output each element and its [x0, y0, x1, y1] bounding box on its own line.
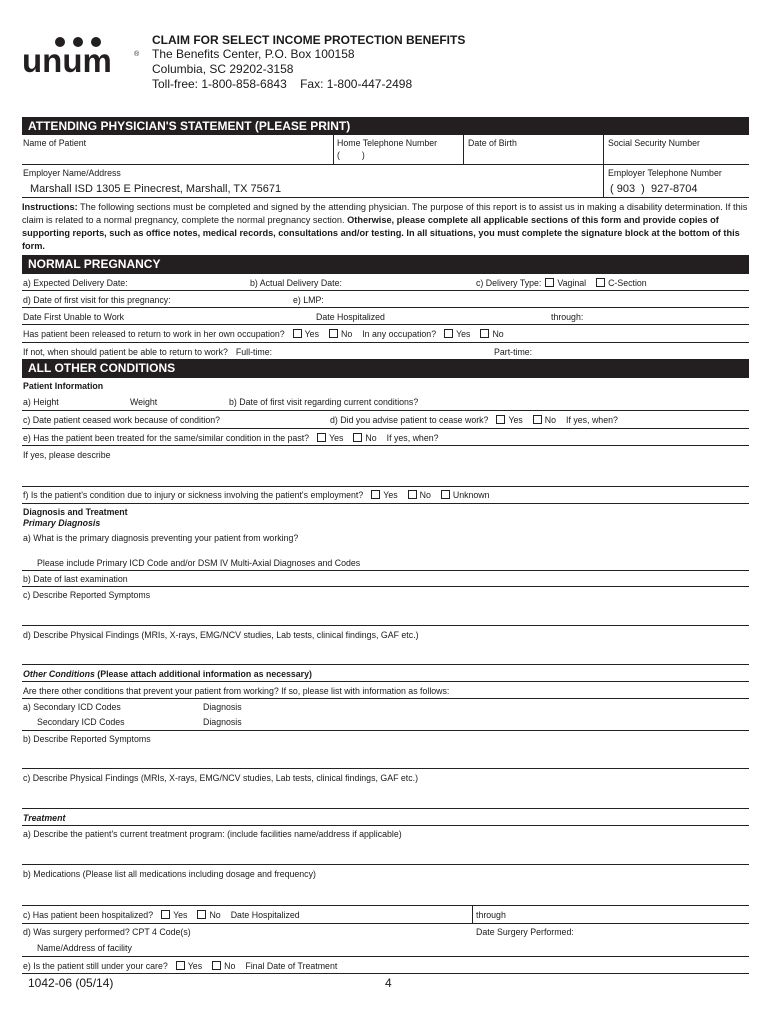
home-phone-label: Home Telephone Number [337, 138, 438, 148]
secondary-icd-label-a: a) Secondary ICD Codes [23, 702, 121, 712]
injury-yes-checkbox[interactable] [371, 490, 380, 499]
under-care-no-checkbox[interactable] [212, 961, 221, 970]
surgery-label: d) Was surgery performed? CPT 4 Code(s) [23, 927, 191, 937]
name-of-patient-label: Name of Patient [23, 138, 87, 148]
facility-label: Name/Address of facility [37, 943, 132, 953]
normal-pregnancy-header: NORMAL PREGNANCY [22, 255, 749, 274]
under-care-row: e) Is the patient still under your care? Yes No Final Date of Treatment [23, 961, 338, 971]
other-conditions-question: Are there other conditions that prevent your patient from working? If so, please list with information as follows: [23, 686, 450, 696]
ceased-work-label: c) Date patient ceased work because of condition? [23, 415, 221, 425]
diagnosis-treatment-heading: Diagnosis and Treatment [23, 507, 128, 517]
instructions-bold-text: Otherwise, please complete all applicable sections of this form and provide copies of supporting reports, such as office notes, medical records, consultations and/or testing. In all situations, you must complete the signature block at the bottom of this form. [22, 215, 740, 251]
secondary-diagnosis-label-1: Diagnosis [203, 702, 242, 712]
injury-no-checkbox[interactable] [408, 490, 417, 499]
form-title: CLAIM FOR SELECT INCOME PROTECTION BENEFITS [152, 33, 466, 47]
any-occ-no-checkbox[interactable] [480, 329, 489, 338]
physical-findings-label: d) Describe Physical Findings (MRIs, X-rays, EMG/NCV studies, Lab tests, clinical findings, GAF etc.) [23, 630, 419, 640]
first-unable-label: Date First Unable to Work [23, 312, 125, 322]
employer-phone-label: Employer Telephone Number [608, 168, 722, 178]
first-visit-current-label: b) Date of first visit regarding current conditions? [229, 397, 419, 407]
instructions-block [22, 201, 750, 253]
secondary-diagnosis-label-2: Diagnosis [203, 717, 242, 727]
through-label: through: [551, 312, 584, 322]
released-yes-checkbox[interactable] [293, 329, 302, 338]
unum-logo [20, 36, 142, 76]
other-conditions-heading: Other Conditions (Please attach additional information as necessary) [23, 669, 312, 679]
medications-label: b) Medications (Please list all medications including dosage and frequency) [23, 869, 316, 879]
secondary-symptoms-label: b) Describe Reported Symptoms [23, 734, 151, 744]
height-label: a) Height [23, 397, 59, 407]
weight-label: Weight [130, 397, 158, 407]
all-other-conditions-header: ALL OTHER CONDITIONS [22, 359, 749, 378]
phone-fax-line: Toll-free: 1-800-858-6843 Fax: 1-800-447-2498 [152, 77, 413, 91]
treated-no-checkbox[interactable] [353, 433, 362, 442]
any-occ-yes-checkbox[interactable] [444, 329, 453, 338]
secondary-icd-label-2: Secondary ICD Codes [37, 717, 125, 727]
expected-delivery-label: a) Expected Delivery Date: [23, 278, 128, 288]
treatment-heading: Treatment [23, 813, 66, 823]
injury-unknown-checkbox[interactable] [441, 490, 450, 499]
employer-name-address-field[interactable]: Marshall ISD 1305 E Pinecrest, Marshall, TX 75671 [30, 183, 282, 195]
patient-information-heading: Patient Information [23, 381, 104, 391]
last-exam-label: b) Date of last examination [23, 574, 128, 584]
home-phone-field[interactable]: ( ) [337, 150, 365, 160]
instructions-label: Instructions: [22, 202, 78, 212]
primary-diagnosis-heading: Primary Diagnosis [23, 518, 101, 528]
reported-symptoms-label: c) Describe Reported Symptoms [23, 590, 151, 600]
hospitalized-yes-checkbox[interactable] [161, 910, 170, 919]
delivery-type-row: c) Delivery Type: Vaginal C-Section [476, 278, 647, 288]
employer-label: Employer Name/Address [23, 168, 121, 178]
released-no-checkbox[interactable] [329, 329, 338, 338]
form-number: 1042-06 (05/14) [28, 976, 114, 990]
instructions-text: The following sections must be completed and signed by the attending physician. The purpose of this report is to assist us in making a disability determination. If this claim is related to a normal pregnancy, complete the normal pregnancy section. [22, 202, 748, 225]
if-yes-describe-label: If yes, please describe [23, 450, 111, 460]
advise-cease-row: d) Did you advise patient to cease work? Yes No If yes, when? [330, 415, 618, 425]
employer-phone-field[interactable]: ( 903 ) 927-8704 [610, 183, 698, 195]
secondary-physical-label: c) Describe Physical Findings (MRIs, X-rays, EMG/NCV studies, Lab tests, clinical findings, GAF etc.) [23, 773, 419, 783]
dob-label: Date of Birth [468, 138, 517, 148]
released-question-row: Has patient been released to return to work in her own occupation? Yes No In any occupation? Yes No [23, 329, 504, 339]
hosp-through-label: through [476, 910, 506, 920]
under-care-yes-checkbox[interactable] [176, 961, 185, 970]
aps-section-header: ATTENDING PHYSICIAN'S STATEMENT (PLEASE PRINT) [22, 117, 749, 135]
icd-note: Please include Primary ICD Code and/or DSM IV Multi-Axial Diagnoses and Codes [37, 558, 361, 568]
address-line-1: The Benefits Center, P.O. Box 100158 [152, 47, 355, 61]
ssn-label: Social Security Number [608, 138, 700, 148]
page-number: 4 [385, 976, 392, 990]
treatment-program-label: a) Describe the patient's current treatment program: (include facilities name/address if applicable) [23, 829, 402, 839]
actual-delivery-label: b) Actual Delivery Date: [250, 278, 342, 288]
csection-checkbox[interactable] [596, 278, 605, 287]
treated-past-row: e) Has the patient been treated for the same/similar condition in the past? Yes No If yes, when? [23, 433, 439, 443]
lmp-label: e) LMP: [293, 295, 324, 305]
svg-text:unum: unum [22, 42, 112, 76]
date-surgery-label: Date Surgery Performed: [476, 927, 574, 937]
date-hospitalized-label: Date Hospitalized [316, 312, 385, 322]
address-line-2: Columbia, SC 29202-3158 [152, 62, 294, 76]
first-visit-pregnancy-label: d) Date of first visit for this pregnancy: [23, 295, 171, 305]
primary-diagnosis-question: a) What is the primary diagnosis preventing your patient from working? [23, 533, 299, 543]
hospitalized-no-checkbox[interactable] [197, 910, 206, 919]
part-time-label: Part-time: [494, 347, 533, 357]
unum-logo-mark [20, 36, 142, 76]
advise-yes-checkbox[interactable] [496, 415, 505, 424]
svg-text:®: ® [134, 51, 140, 58]
hospitalized-row: c) Has patient been hospitalized? Yes No Date Hospitalized [23, 910, 300, 920]
advise-no-checkbox[interactable] [533, 415, 542, 424]
if-not-return-label: If not, when should patient be able to return to work? Full-time: [23, 347, 273, 357]
vaginal-checkbox[interactable] [545, 278, 554, 287]
treated-yes-checkbox[interactable] [317, 433, 326, 442]
injury-question-row: f) Is the patient's condition due to injury or sickness involving the patient's employment? Yes No Unknown [23, 490, 490, 500]
